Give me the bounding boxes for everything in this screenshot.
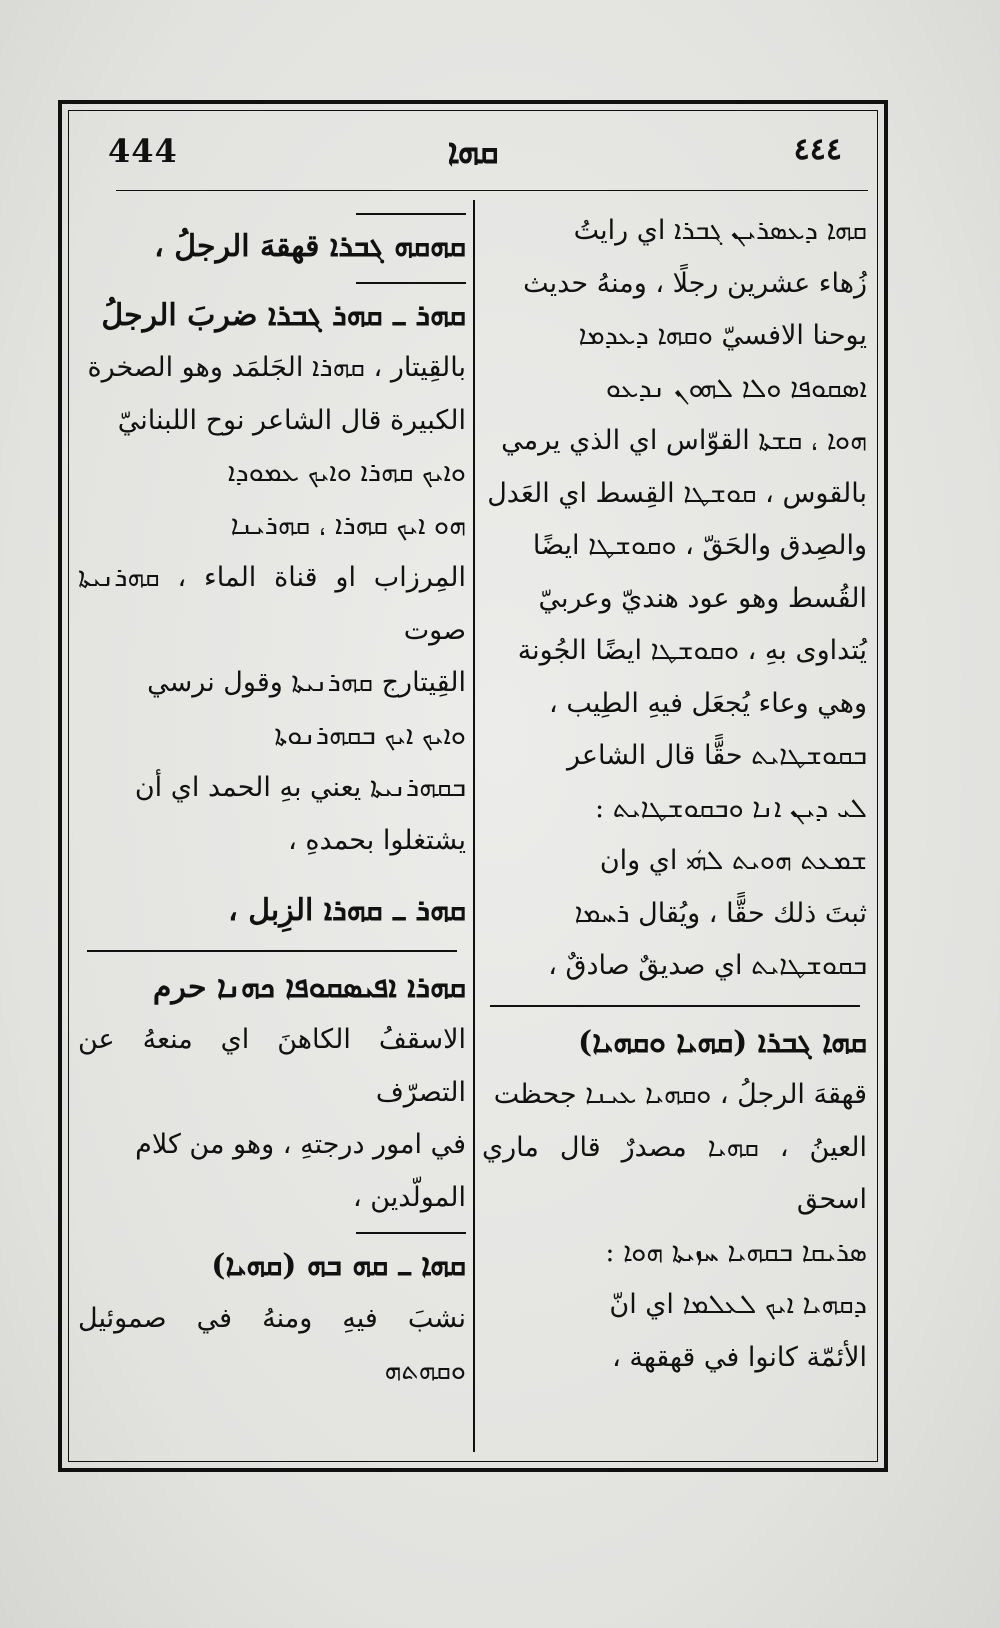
column-divider: [473, 200, 475, 1452]
left-column: [78, 205, 466, 1398]
text-line: نشبَ فيهِ ومنهُ في صموئيل ܘܩܗܬܗ: [78, 1302, 466, 1386]
page-header: [68, 110, 878, 190]
text-line: المِرزاب او قناة الماء ، ܩܗܪܢܝܬܐ صوت: [78, 562, 466, 646]
text-line: ܣܪܝܩܐ ܒܩܗܝܐ ܚܙܝܬܐ ܗܘܐ :: [605, 1236, 867, 1268]
text-line: ܩܗܐ ܕܥܣܪܝܢ ܓܒܪܐ اي رايتُ: [573, 215, 867, 246]
text-line: زُهاء عشرين رجلًا ، ومنهُ حديث: [523, 267, 867, 299]
text-line: والصِدق والحَقّ ، ܘܩܘܫܛܐ ايضًا: [532, 530, 867, 561]
text-line: القِيتارج ܩܗܪܢܝܬܐ وقول نرسي: [147, 667, 466, 698]
text-line: ܒܩܘܫܛܐܝܬ حقًّا قال الشاعر: [567, 740, 867, 771]
page-number-arabic: ٤٤٤: [793, 132, 842, 167]
entry-separator-rule: [356, 1232, 466, 1234]
text-line: ܕܩܗܝܐ ܐܝܟ ܠܥܠܡܐ اي انّ: [609, 1289, 867, 1320]
entry-headword: ܩܗܪܐ ܐܦܝܣܩܘܦܐ ܟܗܢܐ حرم: [152, 969, 466, 1005]
text-line: ܗܘܐ ، ܩܫܬܐ القوّاس اي الذي يرمي: [501, 425, 867, 456]
text-line: ثبتَ ذلك حقًّا ، ويُقال ܪܚܡܐ: [574, 897, 867, 929]
text-line: القُسط وهو عود هنديّ وعربيّ: [538, 582, 867, 614]
text-line: ܒܩܗܪܢܝܬܐ يعني بهِ الحمد اي أن: [134, 772, 466, 803]
entry-headword: ܩܗܐ ـ ܩܗ ܒܗ (ܩܗܝܐ): [211, 1248, 466, 1283]
text-line: ܫܡܥܬ ܗܘܝܬ ܠܗܿܝ اي وان: [599, 845, 867, 876]
header-rule: [116, 190, 868, 191]
page-number-latin: 444: [108, 132, 178, 170]
text-line: الأئمّة كانوا في قهقهة ،: [612, 1341, 867, 1373]
text-line: قهقهَ الرجلُ ، ܘܩܗܝܐ ܥܝܢܐ جحظت: [493, 1079, 867, 1110]
text-line: ܘܐܝܟ ܐܝܟ ܒܩܗܪܢܘܬܐ: [274, 719, 466, 751]
text-line: ܘܐܝܟ ܩܗܪܐ ܘܐܝܟ ܥܡܘܕܐ: [227, 457, 466, 488]
entry-separator-rule: [87, 950, 457, 952]
text-line: في امور درجتهِ ، وهو من كلام: [135, 1129, 466, 1160]
text-line: ܠܝ ܕܝܢ ܐܢܐ ܘܒܩܘܫܛܐܝܬ :: [595, 792, 867, 824]
entry-separator-rule: [356, 282, 466, 284]
text-line: المولّدين ،: [352, 1181, 466, 1213]
text-line: ܗܘ ܐܝܟ ܩܗܪܐ ، ܩܗܪܝܢܐ: [230, 509, 466, 541]
entry-headword: ܩܗܐ ܓܒܪܐ (ܩܗܝܐ ܘܩܗܝܐ): [578, 1024, 867, 1060]
entry-headword: ܩܗܩܗ ܓܒܪܐ قهقهَ الرجلُ ،: [154, 229, 466, 264]
running-head: ܩܗܐ: [447, 132, 499, 172]
entry-headword: ܩܗܪ ـ ܩܗܪ ܓܒܪܐ ضربَ الرجلُ: [101, 297, 466, 333]
text-line: العينُ ، ܩܗܝܐ مصدرٌ قال ماري اسحق: [482, 1131, 867, 1215]
right-column: [482, 205, 867, 1384]
text-line: بالقوس ، ܩܘܫܛܐ القِسط اي العَدل: [487, 477, 867, 509]
text-line: بالقِيتار ، ܩܗܪܐ الجَلمَد وهو الصخرة: [87, 352, 466, 383]
text-line: ܐܣܩܘܦܐ ܘܠܐ ܠܗܘܢ ܢܕܥܘ: [605, 372, 867, 404]
text-line: الكبيرة قال الشاعر نوح اللبنانيّ: [117, 404, 466, 436]
entry-separator-rule: [490, 1005, 860, 1007]
entry-headword: ܩܗܪ ـ ܩܗܪܐ الزِبل ،: [228, 893, 466, 928]
text-line: وهي وعاء يُجعَل فيهِ الطِيب ،: [549, 687, 867, 719]
text-line: الاسقفُ الكاهنَ اي منعهُ عن التصرّف: [78, 1024, 466, 1108]
text-line: يُتداوى بهِ ، ܘܩܘܫܛܐ ايضًا الجُونة: [517, 635, 867, 666]
entry-separator-rule: [356, 213, 466, 215]
text-line: ܒܩܘܫܛܐܝܬ اي صديقٌ صادقٌ ،: [548, 950, 867, 981]
text-line: يشتغلوا بحمدهِ ،: [288, 824, 466, 856]
text-line: يوحنا الافسيّ ܘܩܗܐ ܕܥܕܡܐ: [578, 320, 867, 351]
spacer: [78, 867, 466, 885]
